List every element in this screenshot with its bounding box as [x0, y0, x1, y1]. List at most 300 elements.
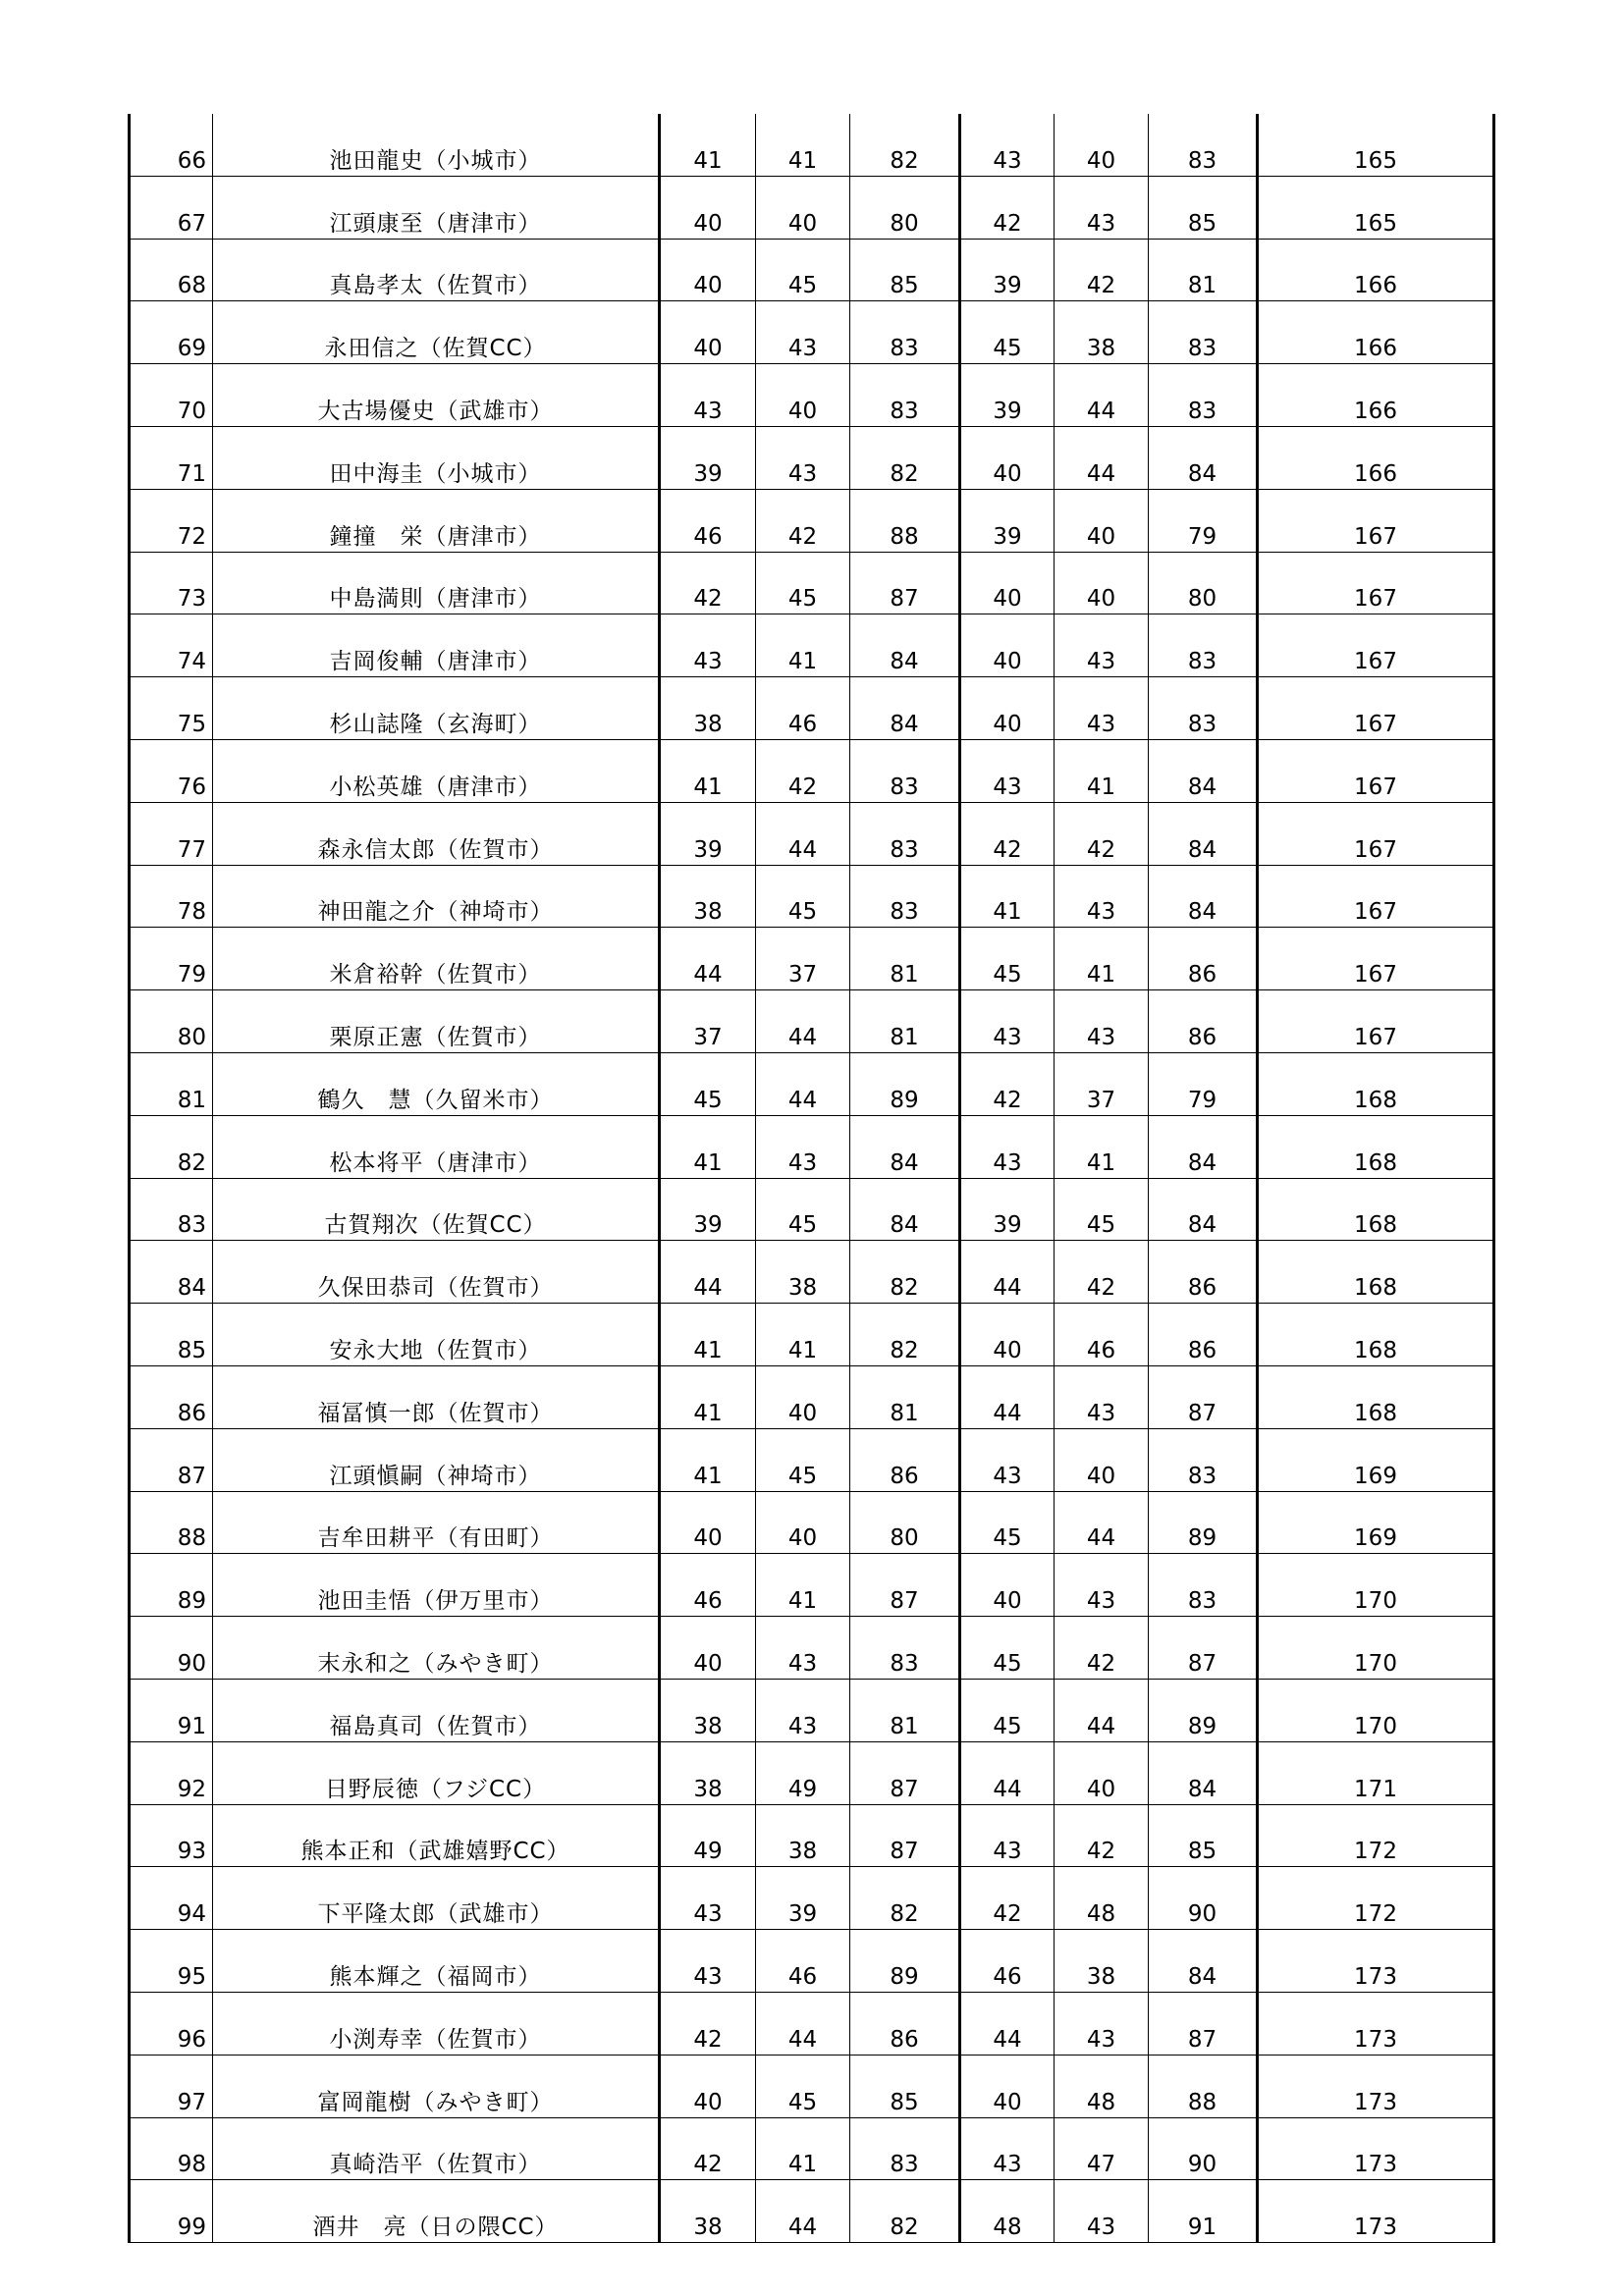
- grand-total-cell: 167: [1258, 865, 1494, 928]
- round2-out-cell: 48: [960, 2180, 1055, 2243]
- round1-total-cell: 85: [850, 2055, 960, 2117]
- table-row: [130, 426, 1494, 489]
- round1-in-cell: 45: [756, 1428, 850, 1491]
- round1-total-cell: 86: [850, 1428, 960, 1491]
- grand-total-cell: 173: [1258, 2055, 1494, 2117]
- round2-out-cell: 45: [960, 1491, 1055, 1554]
- round2-total-cell: 84: [1149, 426, 1258, 489]
- round2-out-cell: 45: [960, 1617, 1055, 1680]
- round1-out-cell: 38: [660, 1741, 756, 1804]
- rank-cell: 93: [130, 1804, 213, 1867]
- table-row: [130, 739, 1494, 802]
- player-name-cell: 田中海圭（小城市）: [213, 426, 660, 489]
- round2-out-cell: 40: [960, 2055, 1055, 2117]
- round1-out-cell: 41: [660, 1365, 756, 1428]
- round2-total-cell: 84: [1149, 739, 1258, 802]
- grand-total-cell: 167: [1258, 677, 1494, 740]
- round1-out-cell: 43: [660, 364, 756, 427]
- round2-total-cell: 84: [1149, 1115, 1258, 1178]
- round2-out-cell: 43: [960, 2117, 1055, 2180]
- round1-out-cell: 46: [660, 1554, 756, 1617]
- round2-out-cell: 43: [960, 1804, 1055, 1867]
- round1-in-cell: 44: [756, 2180, 850, 2243]
- grand-total-cell: 167: [1258, 739, 1494, 802]
- round1-out-cell: 42: [660, 552, 756, 614]
- rank-cell: 81: [130, 1052, 213, 1115]
- rank-cell: 75: [130, 677, 213, 740]
- round2-total-cell: 87: [1149, 1992, 1258, 2055]
- table-row: [130, 552, 1494, 614]
- round1-out-cell: 38: [660, 677, 756, 740]
- round2-out-cell: 39: [960, 489, 1055, 552]
- table-row: [130, 1115, 1494, 1178]
- rank-cell: 74: [130, 614, 213, 677]
- rank-cell: 82: [130, 1115, 213, 1178]
- round2-total-cell: 86: [1149, 1241, 1258, 1304]
- table-row: [130, 1554, 1494, 1617]
- round2-total-cell: 84: [1149, 865, 1258, 928]
- round1-in-cell: 46: [756, 677, 850, 740]
- round2-in-cell: 46: [1055, 1304, 1149, 1366]
- round1-total-cell: 88: [850, 489, 960, 552]
- round2-out-cell: 42: [960, 1867, 1055, 1930]
- round2-out-cell: 40: [960, 1554, 1055, 1617]
- round1-out-cell: 46: [660, 489, 756, 552]
- round2-in-cell: 43: [1055, 2180, 1149, 2243]
- grand-total-cell: 171: [1258, 1741, 1494, 1804]
- grand-total-cell: 173: [1258, 2180, 1494, 2243]
- grand-total-cell: 169: [1258, 1491, 1494, 1554]
- round1-in-cell: 43: [756, 1617, 850, 1680]
- rank-cell: 67: [130, 176, 213, 239]
- round1-out-cell: 44: [660, 928, 756, 990]
- player-name-cell: 富岡龍樹（みやき町）: [213, 2055, 660, 2117]
- round2-out-cell: 42: [960, 802, 1055, 865]
- round1-in-cell: 40: [756, 364, 850, 427]
- grand-total-cell: 173: [1258, 1930, 1494, 1993]
- table-row: [130, 1992, 1494, 2055]
- round2-in-cell: 43: [1055, 677, 1149, 740]
- rank-cell: 72: [130, 489, 213, 552]
- player-name-cell: 杉山誌隆（玄海町）: [213, 677, 660, 740]
- table-row: [130, 1679, 1494, 1741]
- round1-total-cell: 81: [850, 928, 960, 990]
- round1-out-cell: 41: [660, 114, 756, 176]
- round2-total-cell: 85: [1149, 1804, 1258, 1867]
- round1-in-cell: 45: [756, 865, 850, 928]
- round1-out-cell: 41: [660, 1428, 756, 1491]
- grand-total-cell: 168: [1258, 1052, 1494, 1115]
- round1-out-cell: 39: [660, 802, 756, 865]
- round2-out-cell: 42: [960, 176, 1055, 239]
- round1-out-cell: 43: [660, 1930, 756, 1993]
- round2-out-cell: 43: [960, 1115, 1055, 1178]
- score-table: [128, 114, 1495, 2243]
- round1-in-cell: 39: [756, 1867, 850, 1930]
- grand-total-cell: 167: [1258, 614, 1494, 677]
- rank-cell: 79: [130, 928, 213, 990]
- round2-out-cell: 39: [960, 1178, 1055, 1241]
- round1-total-cell: 83: [850, 802, 960, 865]
- table-row: [130, 990, 1494, 1053]
- table-row: [130, 301, 1494, 364]
- round1-out-cell: 40: [660, 1491, 756, 1554]
- player-name-cell: 米倉裕幹（佐賀市）: [213, 928, 660, 990]
- round2-total-cell: 79: [1149, 489, 1258, 552]
- grand-total-cell: 173: [1258, 2117, 1494, 2180]
- round1-out-cell: 38: [660, 865, 756, 928]
- round2-total-cell: 83: [1149, 364, 1258, 427]
- round1-out-cell: 43: [660, 1867, 756, 1930]
- round2-in-cell: 40: [1055, 489, 1149, 552]
- rank-cell: 83: [130, 1178, 213, 1241]
- player-name-cell: 中島満則（唐津市）: [213, 552, 660, 614]
- player-name-cell: 池田圭悟（伊万里市）: [213, 1554, 660, 1617]
- table-row: [130, 677, 1494, 740]
- table-row: [130, 1617, 1494, 1680]
- rank-cell: 87: [130, 1428, 213, 1491]
- grand-total-cell: 170: [1258, 1617, 1494, 1680]
- player-name-cell: 福冨慎一郎（佐賀市）: [213, 1365, 660, 1428]
- round1-out-cell: 44: [660, 1241, 756, 1304]
- round2-in-cell: 44: [1055, 364, 1149, 427]
- table-row: [130, 802, 1494, 865]
- player-name-cell: 熊本正和（武雄嬉野CC）: [213, 1804, 660, 1867]
- round2-in-cell: 41: [1055, 928, 1149, 990]
- round2-in-cell: 43: [1055, 1365, 1149, 1428]
- round1-out-cell: 40: [660, 2055, 756, 2117]
- round2-in-cell: 40: [1055, 552, 1149, 614]
- round2-out-cell: 40: [960, 426, 1055, 489]
- round2-out-cell: 45: [960, 1679, 1055, 1741]
- rank-cell: 70: [130, 364, 213, 427]
- round2-out-cell: 40: [960, 552, 1055, 614]
- round1-in-cell: 44: [756, 1992, 850, 2055]
- round1-total-cell: 81: [850, 1679, 960, 1741]
- player-name-cell: 安永大地（佐賀市）: [213, 1304, 660, 1366]
- round2-total-cell: 83: [1149, 677, 1258, 740]
- round1-out-cell: 41: [660, 1304, 756, 1366]
- round1-out-cell: 39: [660, 1178, 756, 1241]
- round2-out-cell: 44: [960, 1365, 1055, 1428]
- grand-total-cell: 166: [1258, 364, 1494, 427]
- grand-total-cell: 172: [1258, 1867, 1494, 1930]
- round2-out-cell: 43: [960, 739, 1055, 802]
- table-row: [130, 1428, 1494, 1491]
- player-name-cell: 古賀翔次（佐賀CC）: [213, 1178, 660, 1241]
- round1-out-cell: 43: [660, 614, 756, 677]
- rank-cell: 69: [130, 301, 213, 364]
- player-name-cell: 下平隆太郎（武雄市）: [213, 1867, 660, 1930]
- round2-in-cell: 42: [1055, 1617, 1149, 1680]
- round1-in-cell: 45: [756, 552, 850, 614]
- table-row: [130, 176, 1494, 239]
- round1-total-cell: 82: [850, 1241, 960, 1304]
- rank-cell: 99: [130, 2180, 213, 2243]
- round2-total-cell: 85: [1149, 176, 1258, 239]
- player-name-cell: 江頭愼嗣（神埼市）: [213, 1428, 660, 1491]
- rank-cell: 77: [130, 802, 213, 865]
- round1-out-cell: 49: [660, 1804, 756, 1867]
- round1-total-cell: 82: [850, 2180, 960, 2243]
- round2-out-cell: 45: [960, 928, 1055, 990]
- player-name-cell: 熊本輝之（福岡市）: [213, 1930, 660, 1993]
- table-row: [130, 239, 1494, 301]
- round1-out-cell: 38: [660, 2180, 756, 2243]
- round1-total-cell: 85: [850, 239, 960, 301]
- round2-in-cell: 43: [1055, 1992, 1149, 2055]
- player-name-cell: 真島孝太（佐賀市）: [213, 239, 660, 301]
- rank-cell: 71: [130, 426, 213, 489]
- round2-in-cell: 38: [1055, 301, 1149, 364]
- rank-cell: 78: [130, 865, 213, 928]
- round1-in-cell: 45: [756, 1178, 850, 1241]
- round2-in-cell: 45: [1055, 1178, 1149, 1241]
- table-row: [130, 865, 1494, 928]
- rank-cell: 96: [130, 1992, 213, 2055]
- table-row: [130, 1178, 1494, 1241]
- round2-in-cell: 43: [1055, 176, 1149, 239]
- round1-total-cell: 89: [850, 1930, 960, 1993]
- round1-total-cell: 81: [850, 990, 960, 1053]
- round2-in-cell: 43: [1055, 990, 1149, 1053]
- round2-in-cell: 40: [1055, 1741, 1149, 1804]
- table-body: [130, 114, 1494, 2243]
- round1-total-cell: 81: [850, 1365, 960, 1428]
- grand-total-cell: 173: [1258, 1992, 1494, 2055]
- rank-cell: 91: [130, 1679, 213, 1741]
- round1-in-cell: 40: [756, 1365, 850, 1428]
- round2-out-cell: 42: [960, 1052, 1055, 1115]
- round2-out-cell: 40: [960, 1304, 1055, 1366]
- round1-out-cell: 37: [660, 990, 756, 1053]
- player-name-cell: 鶴久 慧（久留米市）: [213, 1052, 660, 1115]
- grand-total-cell: 166: [1258, 239, 1494, 301]
- player-name-cell: 永田信之（佐賀CC）: [213, 301, 660, 364]
- round1-out-cell: 42: [660, 2117, 756, 2180]
- player-name-cell: 森永信太郎（佐賀市）: [213, 802, 660, 865]
- round2-in-cell: 42: [1055, 1804, 1149, 1867]
- round2-total-cell: 79: [1149, 1052, 1258, 1115]
- round1-in-cell: 38: [756, 1804, 850, 1867]
- round1-out-cell: 40: [660, 176, 756, 239]
- grand-total-cell: 172: [1258, 1804, 1494, 1867]
- round2-in-cell: 48: [1055, 1867, 1149, 1930]
- table-row: [130, 489, 1494, 552]
- rank-cell: 66: [130, 114, 213, 176]
- grand-total-cell: 168: [1258, 1304, 1494, 1366]
- player-name-cell: 吉岡俊輔（唐津市）: [213, 614, 660, 677]
- player-name-cell: 大古場優史（武雄市）: [213, 364, 660, 427]
- round1-total-cell: 82: [850, 426, 960, 489]
- round1-in-cell: 37: [756, 928, 850, 990]
- round1-in-cell: 44: [756, 1052, 850, 1115]
- round2-total-cell: 86: [1149, 928, 1258, 990]
- round2-total-cell: 90: [1149, 2117, 1258, 2180]
- grand-total-cell: 170: [1258, 1679, 1494, 1741]
- round2-in-cell: 38: [1055, 1930, 1149, 1993]
- table-row: [130, 1867, 1494, 1930]
- round1-in-cell: 45: [756, 2055, 850, 2117]
- player-name-cell: 神田龍之介（神埼市）: [213, 865, 660, 928]
- round1-in-cell: 49: [756, 1741, 850, 1804]
- grand-total-cell: 167: [1258, 928, 1494, 990]
- round1-in-cell: 40: [756, 1491, 850, 1554]
- round2-total-cell: 84: [1149, 802, 1258, 865]
- round1-total-cell: 84: [850, 677, 960, 740]
- round1-total-cell: 83: [850, 739, 960, 802]
- rank-cell: 68: [130, 239, 213, 301]
- round1-in-cell: 44: [756, 990, 850, 1053]
- round2-out-cell: 46: [960, 1930, 1055, 1993]
- player-name-cell: 真崎浩平（佐賀市）: [213, 2117, 660, 2180]
- grand-total-cell: 170: [1258, 1554, 1494, 1617]
- round1-in-cell: 41: [756, 1304, 850, 1366]
- rank-cell: 90: [130, 1617, 213, 1680]
- round1-in-cell: 45: [756, 239, 850, 301]
- round1-total-cell: 83: [850, 1617, 960, 1680]
- rank-cell: 80: [130, 990, 213, 1053]
- round2-in-cell: 44: [1055, 1491, 1149, 1554]
- round1-out-cell: 40: [660, 301, 756, 364]
- round1-out-cell: 42: [660, 1992, 756, 2055]
- round2-in-cell: 40: [1055, 1428, 1149, 1491]
- round2-total-cell: 83: [1149, 1554, 1258, 1617]
- grand-total-cell: 168: [1258, 1365, 1494, 1428]
- round1-in-cell: 43: [756, 1115, 850, 1178]
- table-row: [130, 1304, 1494, 1366]
- table-row: [130, 1741, 1494, 1804]
- round2-out-cell: 40: [960, 614, 1055, 677]
- rank-cell: 88: [130, 1491, 213, 1554]
- round2-in-cell: 48: [1055, 2055, 1149, 2117]
- round1-total-cell: 80: [850, 1491, 960, 1554]
- rank-cell: 97: [130, 2055, 213, 2117]
- round2-total-cell: 86: [1149, 990, 1258, 1053]
- grand-total-cell: 168: [1258, 1178, 1494, 1241]
- table-row: [130, 2055, 1494, 2117]
- round2-out-cell: 44: [960, 1992, 1055, 2055]
- round2-in-cell: 41: [1055, 1115, 1149, 1178]
- rank-cell: 94: [130, 1867, 213, 1930]
- round2-in-cell: 37: [1055, 1052, 1149, 1115]
- round1-out-cell: 41: [660, 1115, 756, 1178]
- rank-cell: 95: [130, 1930, 213, 1993]
- player-name-cell: 日野辰徳（フジCC）: [213, 1741, 660, 1804]
- round2-total-cell: 87: [1149, 1365, 1258, 1428]
- round2-in-cell: 43: [1055, 865, 1149, 928]
- rank-cell: 85: [130, 1304, 213, 1366]
- round2-out-cell: 41: [960, 865, 1055, 928]
- grand-total-cell: 166: [1258, 301, 1494, 364]
- rank-cell: 86: [130, 1365, 213, 1428]
- rank-cell: 98: [130, 2117, 213, 2180]
- round1-in-cell: 38: [756, 1241, 850, 1304]
- round1-total-cell: 83: [850, 865, 960, 928]
- table-row: [130, 928, 1494, 990]
- round2-in-cell: 42: [1055, 802, 1149, 865]
- player-name-cell: 松本将平（唐津市）: [213, 1115, 660, 1178]
- round2-out-cell: 40: [960, 677, 1055, 740]
- round1-total-cell: 89: [850, 1052, 960, 1115]
- round2-total-cell: 83: [1149, 114, 1258, 176]
- round1-out-cell: 40: [660, 239, 756, 301]
- grand-total-cell: 165: [1258, 176, 1494, 239]
- round2-in-cell: 41: [1055, 739, 1149, 802]
- rank-cell: 73: [130, 552, 213, 614]
- round1-total-cell: 82: [850, 1867, 960, 1930]
- grand-total-cell: 167: [1258, 489, 1494, 552]
- round1-out-cell: 45: [660, 1052, 756, 1115]
- round1-total-cell: 83: [850, 301, 960, 364]
- round2-out-cell: 39: [960, 364, 1055, 427]
- round1-total-cell: 83: [850, 2117, 960, 2180]
- player-name-cell: 末永和之（みやき町）: [213, 1617, 660, 1680]
- round2-in-cell: 40: [1055, 114, 1149, 176]
- round1-total-cell: 87: [850, 1741, 960, 1804]
- player-name-cell: 小渕寿幸（佐賀市）: [213, 1992, 660, 2055]
- round2-out-cell: 44: [960, 1241, 1055, 1304]
- grand-total-cell: 169: [1258, 1428, 1494, 1491]
- round2-out-cell: 43: [960, 1428, 1055, 1491]
- round1-total-cell: 82: [850, 1304, 960, 1366]
- player-name-cell: 栗原正憲（佐賀市）: [213, 990, 660, 1053]
- grand-total-cell: 165: [1258, 114, 1494, 176]
- table-row: [130, 1930, 1494, 1993]
- rank-cell: 92: [130, 1741, 213, 1804]
- round1-total-cell: 80: [850, 176, 960, 239]
- table-row: [130, 2180, 1494, 2243]
- round2-total-cell: 89: [1149, 1679, 1258, 1741]
- player-name-cell: 福島真司（佐賀市）: [213, 1679, 660, 1741]
- round2-total-cell: 90: [1149, 1867, 1258, 1930]
- player-name-cell: 鐘撞 栄（唐津市）: [213, 489, 660, 552]
- round2-total-cell: 84: [1149, 1930, 1258, 1993]
- round2-total-cell: 83: [1149, 614, 1258, 677]
- table-row: [130, 614, 1494, 677]
- grand-total-cell: 167: [1258, 552, 1494, 614]
- round2-in-cell: 44: [1055, 426, 1149, 489]
- player-name-cell: 小松英雄（唐津市）: [213, 739, 660, 802]
- grand-total-cell: 166: [1258, 426, 1494, 489]
- round1-total-cell: 84: [850, 1115, 960, 1178]
- round1-out-cell: 39: [660, 426, 756, 489]
- table-row: [130, 1491, 1494, 1554]
- grand-total-cell: 168: [1258, 1241, 1494, 1304]
- table-row: [130, 364, 1494, 427]
- round2-out-cell: 45: [960, 301, 1055, 364]
- round2-in-cell: 42: [1055, 1241, 1149, 1304]
- round2-in-cell: 47: [1055, 2117, 1149, 2180]
- table-row: [130, 114, 1494, 176]
- round1-total-cell: 87: [850, 1554, 960, 1617]
- round1-in-cell: 43: [756, 426, 850, 489]
- round1-in-cell: 43: [756, 1679, 850, 1741]
- round1-total-cell: 83: [850, 364, 960, 427]
- round2-total-cell: 84: [1149, 1741, 1258, 1804]
- round1-total-cell: 84: [850, 1178, 960, 1241]
- grand-total-cell: 168: [1258, 1115, 1494, 1178]
- grand-total-cell: 167: [1258, 802, 1494, 865]
- round2-total-cell: 84: [1149, 1178, 1258, 1241]
- round2-total-cell: 86: [1149, 1304, 1258, 1366]
- round1-total-cell: 82: [850, 114, 960, 176]
- rank-cell: 89: [130, 1554, 213, 1617]
- round2-total-cell: 88: [1149, 2055, 1258, 2117]
- round1-out-cell: 40: [660, 1617, 756, 1680]
- round2-in-cell: 44: [1055, 1679, 1149, 1741]
- grand-total-cell: 167: [1258, 990, 1494, 1053]
